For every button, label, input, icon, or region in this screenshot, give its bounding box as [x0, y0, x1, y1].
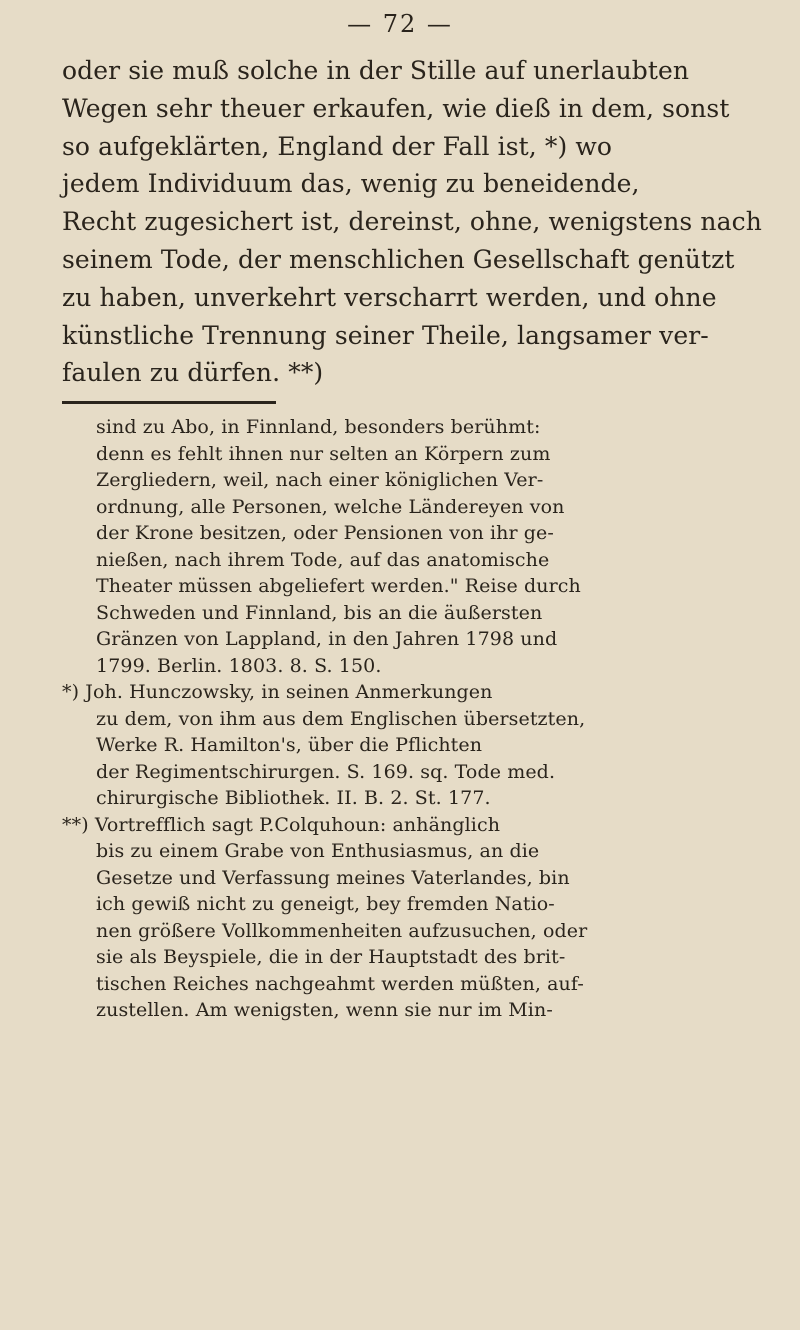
main-text-block	[62, 52, 762, 392]
footnote-line: der Regimentschirurgen. S. 169. sq. Tode med.	[96, 760, 556, 783]
main-text-line: seinem Tode, der menschlichen Gesellschaft genützt	[62, 244, 735, 274]
footnote-line: zustellen. Am wenigsten, wenn sie nur im Min-	[96, 999, 553, 1021]
main-text-line: künstliche Trennung seiner Theile, langsamer ver-	[62, 320, 709, 350]
footnote-line: ordnung, alle Personen, welche Ländereyen von	[96, 495, 565, 518]
footnote-line: zu dem, von ihm aus dem Englischen übersetzten,	[96, 707, 586, 730]
footnote-line: der Krone besitzen, oder Pensionen von ihr ge-	[96, 522, 554, 544]
main-text-line: faulen zu dürfen. **)	[62, 358, 324, 388]
main-text-line: jedem Individuum das, wenig zu beneidende,	[62, 169, 640, 199]
footnotes-block	[62, 414, 746, 1024]
footnote-separator-rule	[62, 401, 276, 404]
footnote-line: sie als Beyspiele, die in der Hauptstadt des brit-	[96, 946, 566, 968]
footnote-line: 1799. Berlin. 1803. 8. S. 150.	[96, 654, 382, 677]
footnote-line: Gränzen von Lappland, in den Jahren 1798 und	[96, 628, 558, 650]
footnote-line: Werke R. Hamilton's, über die Pflichten	[96, 734, 483, 756]
footnote-line: sind zu Abo, in Finnland, besonders berühmt:	[96, 416, 541, 438]
footnote-line: Gesetze und Verfassung meines Vaterlandes, bin	[96, 866, 570, 889]
main-text-line: oder sie muß solche in der Stille auf unerlaubten	[62, 56, 690, 85]
footnote-line: Schweden und Finnland, bis an die äußersten	[96, 601, 543, 624]
footnote-marker-line: *) Joh. Hunczowsky, in seinen Anmerkungen	[62, 681, 493, 703]
footnote-line: nießen, nach ihrem Tode, auf das anatomische	[96, 548, 550, 571]
footnote-line: denn es fehlt ihnen nur selten an Körpern zum	[96, 442, 551, 465]
main-text-line: Recht zugesichert ist, dereinst, ohne, wenigstens nach	[62, 207, 762, 237]
main-text-line: so aufgeklärten, England der Fall ist, *) wo	[62, 131, 613, 161]
footnote-line: ich gewiß nicht zu geneigt, bey fremden Natio-	[96, 893, 555, 915]
footnote-line: bis zu einem Grabe von Enthusiasmus, an die	[96, 840, 540, 862]
footnote-marker-line: **) Vortrefflich sagt P.Colquhoun: anhänglich	[62, 813, 501, 836]
main-text-line: zu haben, unverkehrt verscharrt werden, und ohne	[62, 282, 717, 312]
footnote-line: Zergliedern, weil, nach einer königlichen Ver-	[96, 469, 544, 491]
footnote-line: chirurgische Bibliothek. II. B. 2. St. 177.	[96, 787, 491, 809]
main-text-line: Wegen sehr theuer erkaufen, wie dieß in dem, sonst	[62, 93, 730, 123]
page-number: — 72 —	[347, 10, 453, 38]
footnote-line: tischen Reiches nachgeahmt werden müßten, auf-	[96, 972, 584, 995]
footnote-line: nen größere Vollkommenheiten aufzusuchen, oder	[96, 919, 588, 942]
footnote-line: Theater müssen abgeliefert werden." Reise durch	[96, 575, 581, 597]
